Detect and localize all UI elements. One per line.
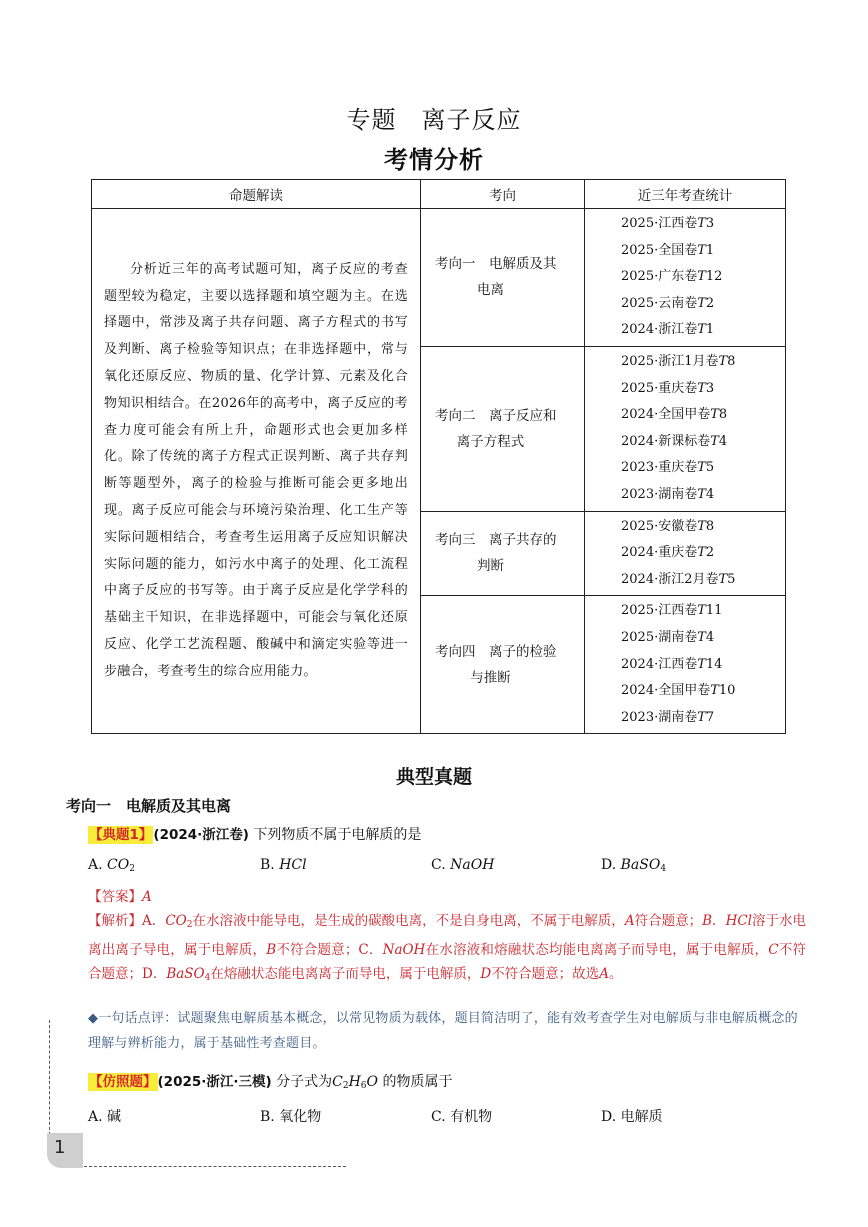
stat-item: 2025·重庆卷T3 (621, 380, 715, 396)
column-header: 命题解读 (92, 180, 421, 209)
section-title-typical: 典型真题 (395, 766, 472, 788)
direction-label: 考向一 电解质及其 (435, 256, 557, 273)
stat-item: 2025·广东卷T12 (621, 269, 723, 285)
page-number: 1 (54, 1137, 66, 1158)
footer-dashed-line (84, 1166, 346, 1167)
stat-item: 2025·江西卷T3 (621, 216, 715, 231)
column-header: 近三年考查统计 (585, 180, 786, 209)
stat-item: 2025·安徽卷T8 (621, 518, 715, 534)
stat-item: 2023·湖南卷T7 (621, 709, 715, 725)
stat-item: 2023·湖南卷T4 (621, 486, 715, 502)
document-title: 专题 离子反应 (346, 106, 522, 134)
analysis-paragraph: 【解析】A．$CO_2$在水溶液中能导电，是生成的碳酸电离，不是自身电离，不属于电解质，A符合题意；B．HCl溶于水电离出离子导电，属于电解质，B不符合题意；C．NaOH在水溶液和熔融状态均能电离离子而导电，属于电解质，C不符合题意；D．BaSO$_4$在熔融状态能电离离子而导电，属于电解质，D不符合题意；故选A。 (88, 913, 807, 983)
direction-cell (421, 209, 585, 347)
table-header-row (92, 180, 786, 209)
answer-label: 【答案】 (88, 889, 142, 905)
question-source: (2024·浙江卷) (153, 827, 249, 843)
stats-cell (585, 511, 786, 596)
stat-item: 2024·浙江2月卷T5 (621, 571, 736, 587)
option-b[interactable]: B. HCl (260, 857, 307, 873)
option-c[interactable]: C. NaOH (431, 857, 495, 873)
stat-item: 2024·全国甲卷T10 (621, 683, 736, 699)
direction-label-cont: 判断 (477, 558, 504, 575)
question-tag: 【典题1】 (89, 827, 153, 843)
direction-label-cont: 电离 (477, 282, 504, 299)
stat-item: 2025·江西卷T11 (621, 603, 723, 619)
stat-item: 2024·浙江卷T1 (621, 322, 715, 338)
stat-item: 2024·新课标卷T4 (621, 433, 728, 449)
stats-cell (585, 596, 786, 734)
stat-item: 2024·江西卷T14 (621, 656, 723, 672)
analysis-label: 【解析】 (88, 913, 143, 929)
question-tag: 【仿照题】 (89, 1074, 157, 1090)
intro-paragraph: 分析近三年的高考试题可知，离子反应的考查题型较为稳定，主要以选择题和填空题为主。在选择题中，常涉及离子共存问题、离子方程式的书写及判断、离子检验等知识点；在非选择题中，常与氧化还原反应、物质的量、化学计算、元素及化合物知识相结合。在2026年的高考中，离子反应的考查力度可能会有所上升，命题形式也会更加多样化。除了传统的离子方程式正误判断、离子共存判断等题型外，离子的检验与推断可能会更多地出现。离子反应可能会与环境污染治理、化工生产等实际问题相结合，考查考生运用离子反应知识解决实际问题的能力，如污水中离子的处理、化工流程中离子反应的书写等。由于离子反应是化学学科的基础主干知识，在非选择题中，可能会与氧化还原反应、化学工艺流程题、酸碱中和滴定实验等进一步融合，考查考生的综合应用能力。 (92, 209, 421, 734)
table-row (92, 209, 786, 347)
direction-label-cont: 离子方程式 (456, 433, 525, 450)
direction-heading: 考向一 电解质及其电离 (66, 797, 232, 815)
stat-item: 2023·重庆卷T5 (621, 460, 715, 476)
option-b[interactable]: B. 氧化物 (260, 1109, 322, 1125)
comment-paragraph: ◆一句话点评：试题聚焦电解质基本概念，以常见物质为载体，题目简洁明了，能有效考查学生对电解质与非电解质概念的理解与辨析能力，属于基础性考查题目。 (88, 1011, 798, 1051)
option-c[interactable]: C. 有机物 (431, 1109, 493, 1125)
answer-value: A (142, 889, 152, 905)
option-d[interactable]: D. BaSO$_4$ (601, 857, 667, 874)
question-2-stem: 【仿照题】(2025·浙江·三模) 分子式为$C_2H_6O$ 的物质属于 (89, 1074, 453, 1091)
analysis-table (91, 179, 786, 734)
answer-line (88, 885, 806, 910)
option-d[interactable]: D. 电解质 (601, 1109, 663, 1125)
margin-dashed-line (49, 1020, 50, 1140)
stat-item: 2025·浙江1月卷T8 (621, 353, 736, 369)
section-title-analysis: 考情分析 (384, 146, 484, 174)
column-header: 考向 (421, 180, 585, 209)
direction-cell (421, 346, 585, 511)
direction-cell (421, 511, 585, 596)
stat-item: 2025·全国卷T1 (621, 242, 715, 258)
stat-item: 2024·重庆卷T2 (621, 545, 715, 561)
question-1-stem (88, 823, 421, 844)
stats-cell (585, 209, 786, 347)
stats-cell (585, 346, 786, 511)
direction-label-cont: 与推断 (470, 669, 511, 686)
stat-item: 2025·湖南卷T4 (621, 629, 715, 645)
direction-label: 考向三 离子共存的 (435, 532, 557, 549)
stat-item: 2024·全国甲卷T8 (621, 407, 728, 423)
option-a[interactable]: A. 碱 (88, 1109, 122, 1125)
question-source: (2025·浙江·三模) (157, 1074, 272, 1090)
question-text: 下列物质不属于电解质的是 (253, 827, 422, 843)
direction-label: 考向四 离子的检验 (435, 643, 557, 660)
option-a[interactable]: A. $CO_2$ (88, 857, 135, 874)
direction-label: 考向二 离子反应和 (435, 407, 557, 424)
direction-cell (421, 596, 585, 734)
stat-item: 2025·云南卷T2 (621, 295, 715, 311)
